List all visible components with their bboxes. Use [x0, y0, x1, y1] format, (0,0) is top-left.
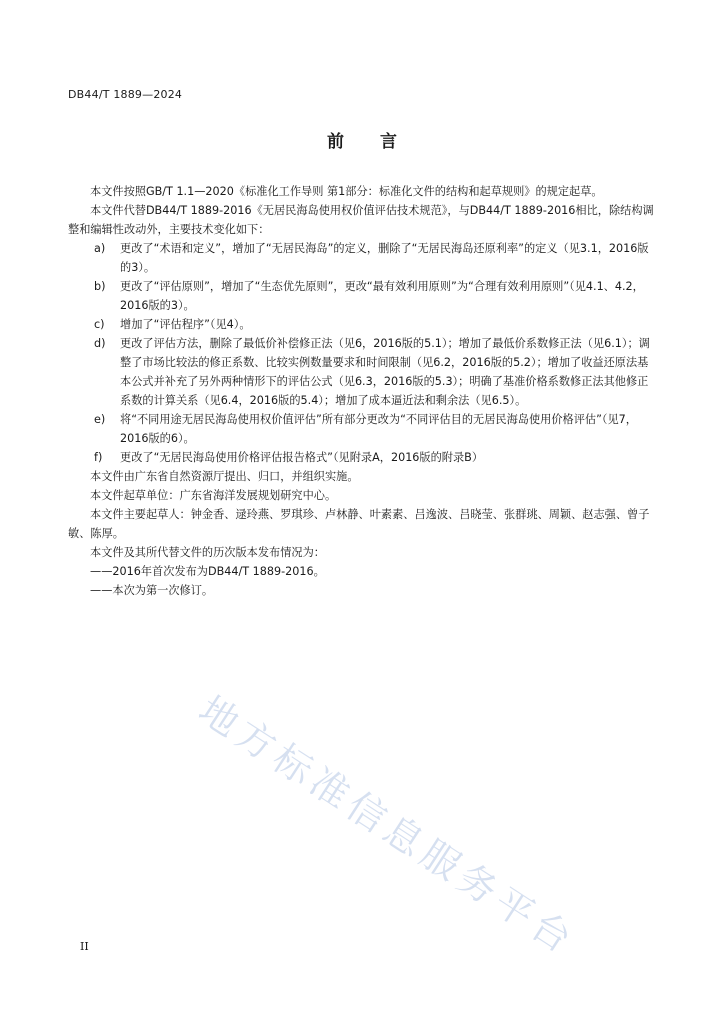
list-item-mark: b): [94, 280, 106, 293]
list-item-text: 增加了“评估程序”（见4）。: [120, 318, 251, 331]
paragraph-replacement: 本文件代替DB44/T 1889-2016《无居民海岛使用权价值评估技术规范》，与DB44/T 1889-2016相比，除结构调整和编辑性改动外，主要技术变化如下：: [68, 204, 654, 236]
list-item-text: 更改了评估方法，删除了最低价补偿修正法（见6，2016版的5.1）；增加了最低价系数修正法（见6.1）；调整了市场比较法的修正系数、比较实例数量要求和时间限制（见6.2，2016版的5.2）；增加了收益还原法基本公式并补充了另外两种情形下的评估公式（见6.3，2016版的5.3）；明确了基准价格系数修正法其他修正系数的计算关系（见6.4，2016版的5.4）；增加了成本逼近法和剩余法（见6.5）。: [120, 337, 650, 407]
doc-code: DB44/T 1889—2024: [68, 88, 183, 101]
list-item-mark: d): [94, 337, 106, 350]
paragraph-drafting-basis: 本文件按照GB/T 1.1—2020《标准化工作导则 第1部分：标准化文件的结构和起草规则》的规定起草。: [90, 185, 603, 198]
list-item: [68, 277, 658, 315]
page-title: 前言: [327, 132, 433, 152]
document-body: [68, 182, 658, 600]
list-item-text: 更改了“无居民海岛使用价格评估报告格式”（见附录A，2016版的附录B）: [120, 451, 484, 464]
page-number: II: [80, 940, 89, 953]
change-list: [68, 239, 658, 467]
watermark: 地方标准信息服务平台: [191, 687, 585, 965]
list-item-text: 将“不同用途无居民海岛使用权价值评估”所有部分更改为“不同评估目的无居民海岛使用价格评估”（见7，2016版的6）。: [120, 413, 637, 445]
list-item-text: 更改了“术语和定义”，增加了“无居民海岛”的定义，删除了“无居民海岛还原利率”的定义（见3.1，2016版的3）。: [120, 242, 649, 274]
list-item: [68, 448, 658, 467]
list-item: [68, 410, 658, 448]
list-item-mark: a): [94, 242, 106, 255]
paragraph-history-intro: 本文件及其所代替文件的历次版本发布情况为：: [90, 546, 325, 559]
list-item: [68, 334, 658, 410]
paragraph-proposer: 本文件由广东省自然资源厅提出、归口，并组织实施。: [90, 470, 359, 483]
list-item-mark: c): [94, 318, 105, 331]
history-item: ——本次为第一次修订。: [90, 584, 214, 597]
list-item-mark: f): [94, 451, 103, 464]
history-item: ——2016年首次发布为DB44/T 1889-2016。: [90, 565, 325, 578]
list-item: [68, 315, 658, 334]
list-item: [68, 239, 658, 277]
list-item-text: 更改了“评估原则”，增加了“生态优先原则”，更改“最有效利用原则”为“合理有效利用原则”（见4.1、4.2，2016版的3）。: [120, 280, 644, 312]
list-item-mark: e): [94, 413, 106, 426]
paragraph-drafters: 本文件主要起草人：钟金香、逯玲燕、罗琪珍、卢林静、叶素素、吕逸波、吕晓莹、张群珧、周颖、赵志强、曾子敏、陈厚。: [68, 508, 650, 540]
paragraph-drafting-unit: 本文件起草单位：广东省海洋发展规划研究中心。: [90, 489, 337, 502]
